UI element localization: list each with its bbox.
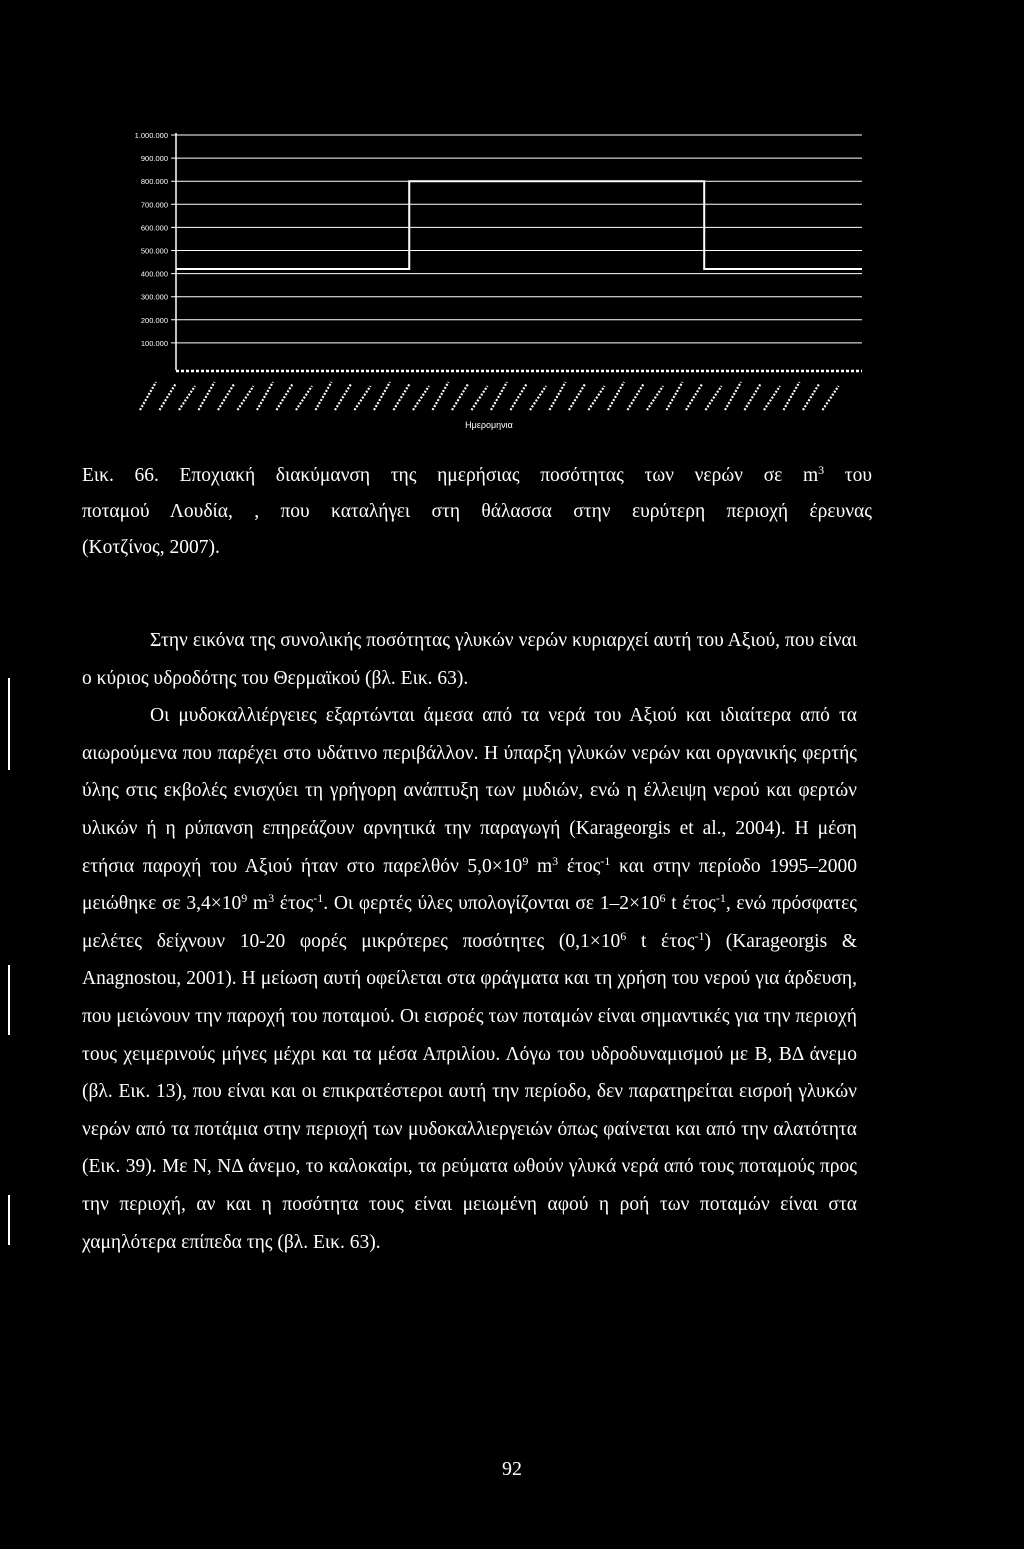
x-date-tick-label (647, 386, 663, 410)
chart-x-axis-label: Ημερομηνια (465, 420, 513, 430)
y-tick-label: 500.000 (140, 246, 168, 256)
x-date-tick-label (530, 386, 546, 410)
x-date-tick-label (667, 382, 683, 410)
x-date-tick-label (511, 384, 527, 410)
x-date-tick-label (179, 386, 195, 410)
paragraph-1: Στην εικόνα της συνολικής ποσότητας γλυκών νερών κυριαρχεί αυτή του Αξιού, που είναι ο κύριος υδροδότης του Θερμαϊκού (βλ. Εικ. 63). (82, 630, 857, 689)
x-date-tick-label (257, 382, 273, 410)
y-tick-label: 100.000 (140, 338, 168, 348)
figure-caption (82, 458, 872, 566)
x-date-tick-label (277, 384, 293, 410)
x-date-tick-label (628, 384, 644, 410)
paragraph-2: Οι μυδοκαλλιέργειες εξαρτώνται άμεσα από τα νερά του Αξιού και ιδιαίτερα από τα αιωρούμενα που παρέχει στο υδάτινο περιβάλλον. Η ύπαρξη γλυκών νερών και οργανικής φερτής ύλης στις εκβολές ενισχύει τη γρήγορη ανάπτυξη των μυδιών, ενώ η έλλειψη νερού και φερτών υλικών ή η ρύπανση επηρεάζουν αρνητικά την παραγωγή (Karageorgis et al., 2004). Η μέση ετήσια παροχή του Αξιού ήταν στο παρελθόν $5,0\times 10^9$ $m^3$ έτος$^{-1}$ και στην περίοδο 1995–2000 μειώθηκε σε $3,4\times 10^9$ $m^3$ έτος$^{-1}$. Οι φερτές ύλες υπολογίζονται σε $1-2\times 10^6$ t έτος$^{-1}$, ενώ πρόσφατες μελέτες δείχνουν 10-20 φορές μικρότερες ποσότητες ($0,1\times 10^6$ t έτος$^{-1}$) (Karageorgis & Anagnostou, 2001). Η μείωση αυτή οφείλεται στα φράγματα και τη χρήση του νερού για άρδευση, που μειώνουν την παροχή του ποταμού. Οι εισροές των ποταμών είναι σημαντικές για την περιοχή τους χειμερινούς μήνες μέχρι και τα μέσα Απριλίου. Λόγω του υδροδυναμισμού με Β, ΒΔ άνεμο (βλ. Εικ. 13), που είναι και οι επικρατέστεροι αυτή την περίοδο, δεν παρατηρείται εισροή γλυκών νερών από τα ποτάμια στην περιοχή των μυδοκαλλιεργειών όπως φαίνεται και από την αλατότητα (Εικ. 39). Με Ν, ΝΔ άνεμο, το καλοκαίρι, τα ρεύματα ωθούν γλυκά νερά από τους ποταμούς προς την περιοχή, αν και η ποσότητα τους είναι μειωμένη αφού η ροή των ποταμών είναι στα χαμηλότερα επίπεδα της (βλ. Εικ. 63). (82, 705, 858, 1253)
y-tick-label: 300.000 (140, 292, 168, 302)
x-date-tick-label (316, 382, 332, 410)
x-date-tick-label (706, 386, 722, 410)
x-date-tick-label (764, 386, 780, 410)
chart-x-date-labels (140, 371, 862, 410)
x-date-tick-label (452, 384, 468, 410)
caption-text: Εικ. 66. Εποχιακή διακύμανση της ημερήσιας ποσότητας των νερών σε m (82, 465, 819, 486)
margin-change-bar (8, 678, 10, 770)
x-date-tick-label (296, 386, 312, 410)
x-date-tick-label (394, 384, 410, 410)
x-date-tick-label (725, 382, 741, 410)
caption-line-3: (Κοτζίνος, 2007). (82, 537, 220, 558)
caption-text: του (824, 465, 872, 486)
x-date-tick-label (374, 382, 390, 410)
x-date-tick-label (218, 384, 234, 410)
series-line (176, 181, 862, 269)
y-tick-label: 200.000 (140, 315, 168, 325)
margin-change-bar (8, 1195, 10, 1245)
x-date-tick-label (491, 382, 507, 410)
y-tick-label: 900.000 (140, 154, 168, 164)
x-date-tick-label (589, 386, 605, 410)
y-tick-label: 400.000 (140, 269, 168, 279)
x-date-tick-label (823, 386, 839, 410)
x-date-tick-label (472, 386, 488, 410)
caption-line-1 (82, 458, 872, 494)
x-date-tick-label (686, 384, 702, 410)
margin-change-bar (8, 965, 10, 1035)
x-date-tick-label (433, 382, 449, 410)
x-date-tick-label (160, 384, 176, 410)
x-date-tick-label (550, 382, 566, 410)
x-date-tick-label (199, 382, 215, 410)
flow-chart (0, 0, 1024, 460)
x-date-tick-label (335, 384, 351, 410)
x-date-tick-label (238, 386, 254, 410)
x-date-tick-label (140, 382, 156, 410)
y-tick-label: 800.000 (140, 177, 168, 187)
chart-gridlines (171, 135, 862, 343)
y-tick-label: 1.000.000 (134, 131, 168, 140)
caption-line-2: ποταμού Λουδία, , που καταλήγει στη θάλασσα στην ευρύτερη περιοχή έρευνας (82, 501, 872, 522)
x-date-tick-label (355, 386, 371, 410)
x-date-tick-label (745, 384, 761, 410)
body-text (82, 622, 857, 1261)
x-date-tick-label (569, 384, 585, 410)
x-date-tick-label (413, 386, 429, 410)
page-number: 92 (502, 1458, 522, 1480)
x-date-tick-label (803, 384, 819, 410)
chart-y-tick-labels (135, 131, 168, 348)
y-tick-label: 600.000 (140, 223, 168, 233)
x-date-tick-label (784, 382, 800, 410)
x-date-tick-label (608, 382, 624, 410)
caption-superscript: 3 (818, 463, 825, 477)
y-tick-label: 700.000 (140, 200, 168, 210)
